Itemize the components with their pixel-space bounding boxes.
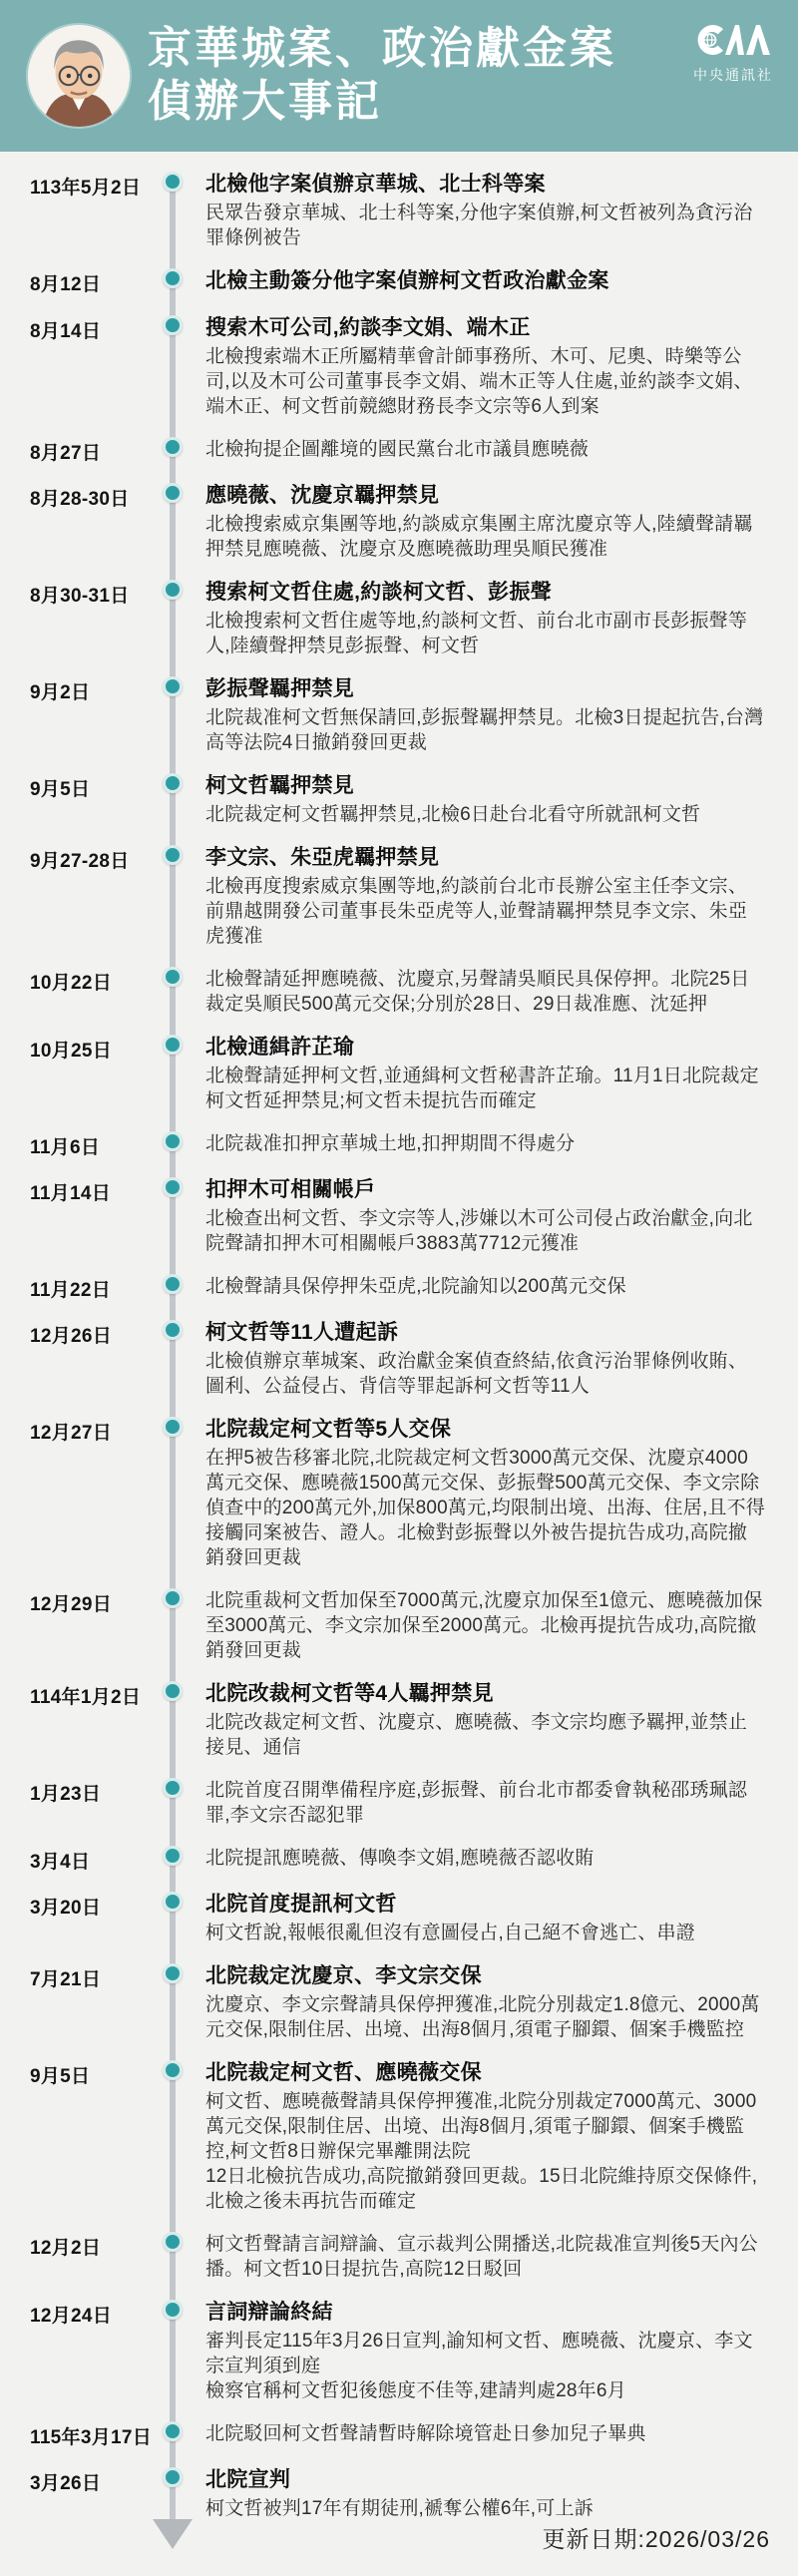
- timeline-content: [196, 315, 798, 419]
- update-date: 更新日期:2026/03/26: [542, 2526, 770, 2552]
- event-description: 北檢聲請具保停押朱亞虎,北院諭知以200萬元交保: [205, 1276, 626, 1297]
- timeline-row: [0, 483, 798, 562]
- cna-logo: [690, 22, 776, 85]
- timeline-dot-col: [150, 1417, 196, 1570]
- timeline-dot-col: [150, 2060, 196, 2214]
- event-description: 北檢搜索威京集團等地,約談威京集團主席沈慶京等人,陸續聲請羈押禁見應曉薇、沈慶京及應曉薇助理吳順民獲准: [205, 514, 753, 560]
- event-title: 北院裁定沈慶京、李文宗交保: [205, 1964, 482, 1987]
- timeline-row: [0, 1963, 798, 2042]
- timeline-content: [196, 1274, 798, 1302]
- timeline-dot-col: [150, 1681, 196, 1760]
- event-title: 言詞辯論終結: [205, 2301, 333, 2324]
- event-description: 審判長定115年3月26日宣判,諭知柯文哲、應曉薇、沈慶京、李文宗宣判須到庭: [205, 2331, 753, 2376]
- timeline-content: [196, 1320, 798, 1399]
- timeline-dot: [163, 2300, 183, 2320]
- timeline-dot: [163, 172, 183, 192]
- timeline-row: [0, 1035, 798, 1113]
- timeline-dot: [163, 268, 183, 288]
- avatar: [28, 25, 130, 127]
- timeline-dot-col: [150, 1320, 196, 1399]
- timeline-row: [0, 172, 798, 250]
- timeline-row: [0, 2060, 798, 2214]
- timeline-row: [0, 967, 798, 1017]
- page-title-line1: 京華城案、政治獻金案: [148, 24, 616, 74]
- timeline-row: [0, 1177, 798, 1256]
- event-title: 搜索木可公司,約談李文娟、端木正: [205, 316, 531, 339]
- timeline-row: [0, 2467, 798, 2521]
- event-description: 北院裁定柯文哲羈押禁見,北檢6日赴台北看守所就訊柯文哲: [205, 804, 701, 825]
- timeline-content: [196, 1417, 798, 1570]
- timeline-date: 8月12日: [30, 274, 102, 295]
- timeline-dot-col: [150, 483, 196, 562]
- timeline-dot-col: [150, 1588, 196, 1663]
- timeline-content: [196, 2060, 798, 2214]
- timeline-row: [0, 315, 798, 419]
- event-description: 北院提訊應曉薇、傳喚李文娟,應曉薇否認收賄: [205, 1848, 595, 1869]
- timeline-content: [196, 2232, 798, 2282]
- timeline-date: 8月27日: [30, 443, 102, 464]
- timeline-date: 9月5日: [30, 2066, 91, 2087]
- timeline-row: [0, 1417, 798, 1570]
- timeline-row: [0, 676, 798, 755]
- event-title: 彭振聲羈押禁見: [205, 677, 355, 700]
- timeline-row: [0, 1588, 798, 1663]
- timeline-dot-col: [150, 967, 196, 1017]
- timeline-date: 1月23日: [30, 1784, 102, 1805]
- event-title: 北院宣判: [205, 2468, 291, 2491]
- timeline-content: [196, 845, 798, 949]
- timeline-dot: [163, 1892, 183, 1912]
- timeline-date: 12月2日: [30, 2238, 102, 2259]
- timeline-date: 8月30-31日: [30, 586, 130, 607]
- event-title: 北院裁定柯文哲等5人交保: [205, 1418, 452, 1441]
- timeline-dot-col: [150, 1274, 196, 1302]
- timeline-content: [196, 483, 798, 562]
- timeline-dot: [163, 773, 183, 793]
- event-title: 應曉薇、沈慶京羈押禁見: [205, 484, 440, 507]
- timeline-dot: [163, 967, 183, 987]
- timeline-row: [0, 2421, 798, 2449]
- cna-logo-icon: [694, 22, 772, 58]
- timeline-date: 113年5月2日: [30, 178, 142, 199]
- event-description: 北院駁回柯文哲聲請暫時解除境管赴日參加兒子畢典: [205, 2423, 646, 2444]
- timeline-date: 12月26日: [30, 1326, 113, 1347]
- person-portrait-icon: [28, 25, 130, 127]
- event-description: 北院裁准柯文哲無保請回,彭振聲羈押禁見。北檢3日提起抗告,台灣高等法院4日撤銷發回更裁: [205, 707, 764, 753]
- timeline-date: 7月21日: [30, 1969, 102, 1990]
- timeline-dot: [163, 1320, 183, 1340]
- timeline-dot: [163, 1681, 183, 1701]
- event-title: 搜索柯文哲住處,約談柯文哲、彭振聲: [205, 581, 552, 604]
- timeline-dot-col: [150, 2300, 196, 2403]
- timeline-dot-col: [150, 1131, 196, 1159]
- timeline-dot: [163, 1846, 183, 1866]
- timeline-content: [196, 2300, 798, 2403]
- timeline-row: [0, 437, 798, 465]
- timeline-content: [196, 268, 798, 297]
- event-description: 北檢聲請延押應曉薇、沈慶京,另聲請吳順民具保停押。北院25日裁定吳順民500萬元交保;分別於28日、29日裁准應、沈延押: [205, 969, 750, 1015]
- timeline-content: [196, 1892, 798, 1945]
- timeline-row: [0, 1681, 798, 1760]
- event-description: 沈慶京、李文宗聲請具保停押獲准,北院分別裁定1.8億元、2000萬元交保,限制住居、出境、出海8個月,須電子腳鐶、個案手機監控: [205, 1994, 760, 2040]
- timeline-dot-col: [150, 315, 196, 419]
- timeline-dot: [163, 1274, 183, 1294]
- timeline-content: [196, 1177, 798, 1256]
- timeline-content: [196, 1681, 798, 1760]
- header: [0, 0, 798, 152]
- timeline-content: [196, 172, 798, 250]
- timeline-row: [0, 773, 798, 827]
- event-description: 北院重裁柯文哲加保至7000萬元,沈慶京加保至1億元、應曉薇加保至3000萬元、李文宗加保至2000萬元。北檢再提抗告成功,高院撤銷發回更裁: [205, 1590, 763, 1661]
- event-title: 北檢主動簽分他字案偵辦柯文哲政治獻金案: [205, 269, 609, 292]
- page-title: [148, 23, 616, 129]
- timeline-content: [196, 1035, 798, 1113]
- timeline-row: [0, 2232, 798, 2282]
- timeline-row: [0, 1778, 798, 1828]
- timeline-dot-col: [150, 1035, 196, 1113]
- timeline-date: 115年3月17日: [30, 2427, 153, 2448]
- timeline-date: 9月2日: [30, 682, 91, 703]
- timeline-dot-col: [150, 268, 196, 297]
- timeline-row: [0, 1131, 798, 1159]
- event-description: 北檢查出柯文哲、李文宗等人,涉嫌以木可公司侵占政治獻金,向北院聲請扣押木可相關帳戶3883萬7712元獲准: [205, 1208, 753, 1254]
- timeline-dot: [163, 1963, 183, 1983]
- timeline-date: 3月20日: [30, 1898, 102, 1919]
- timeline-dot: [163, 676, 183, 696]
- timeline-content: [196, 1963, 798, 2042]
- timeline-dot-col: [150, 1963, 196, 2042]
- event-title: 北院改裁柯文哲等4人羈押禁見: [205, 1682, 494, 1705]
- event-description: 民眾告發京華城、北士科等案,分他字案偵辦,柯文哲被列為貪污治罪條例被告: [205, 203, 753, 248]
- timeline-row: [0, 1320, 798, 1399]
- timeline-dot: [163, 845, 183, 865]
- timeline-row: [0, 268, 798, 297]
- timeline-date: 3月4日: [30, 1852, 91, 1873]
- timeline-dot: [163, 1177, 183, 1197]
- timeline-row: [0, 1274, 798, 1302]
- timeline-dot: [163, 580, 183, 600]
- event-description: 檢察官稱柯文哲犯後態度不佳等,建請判處28年6月: [205, 2380, 626, 2401]
- timeline-date: 114年1月2日: [30, 1687, 142, 1708]
- timeline-dot: [163, 2060, 183, 2080]
- event-title: 扣押木可相關帳戶: [205, 1178, 376, 1201]
- timeline-dot: [163, 437, 183, 457]
- arrow-down-icon: [153, 2519, 193, 2549]
- timeline-content: [196, 1846, 798, 1874]
- timeline-content: [196, 437, 798, 465]
- timeline-dot-col: [150, 1846, 196, 1874]
- timeline-content: [196, 1778, 798, 1828]
- event-description: 北檢聲請延押柯文哲,並通緝柯文哲秘書許芷瑜。11月1日北院裁定柯文哲延押禁見;柯文哲未提抗告而確定: [205, 1066, 759, 1111]
- event-description: 北檢偵辦京華城案、政治獻金案偵查終結,依貪污治罪條例收賄、圖利、公益侵占、背信等罪起訴柯文哲等11人: [205, 1351, 748, 1397]
- timeline: [0, 152, 798, 2521]
- event-description: 北檢搜索端木正所屬精華會計師事務所、木可、尼奧、時樂等公司,以及木可公司董事長李文娟、端木正等人住處,並約談李文娟、端木正、柯文哲前競總財務長李文宗等6人到案: [205, 346, 753, 417]
- timeline-row: [0, 2300, 798, 2403]
- timeline-row: [0, 845, 798, 949]
- timeline-dot-col: [150, 172, 196, 250]
- timeline-content: [196, 2421, 798, 2449]
- timeline-date: 12月27日: [30, 1423, 113, 1444]
- timeline-content: [196, 1131, 798, 1159]
- timeline-date: 11月22日: [30, 1280, 112, 1301]
- timeline-date: 9月27-28日: [30, 851, 130, 872]
- event-description: 在押5被告移審北院,北院裁定柯文哲3000萬元交保、沈慶京4000萬元交保、應曉薇1500萬元交保、彭振聲500萬元交保、李文宗除偵查中的200萬元外,加保800萬元,均限制出境、出海、住居,且不得接觸同案被告、證人。北檢對彭振聲以外被告提抗告成功,高院撤銷發回更裁: [205, 1448, 766, 1568]
- timeline-dot-col: [150, 1892, 196, 1945]
- timeline-dot: [163, 1588, 183, 1608]
- event-description: 柯文哲、應曉薇聲請具保停押獲准,北院分別裁定7000萬元、3000萬元交保,限制住居、出境、出海8個月,須電子腳鐶、個案手機監控,柯文哲8日辦保完畢離開法院: [205, 2091, 757, 2162]
- event-title: 北院首度提訊柯文哲: [205, 1893, 397, 1916]
- timeline-row: [0, 1892, 798, 1945]
- event-description: 北檢拘提企圖離境的國民黨台北市議員應曉薇: [205, 439, 590, 460]
- event-title: 北檢他字案偵辦京華城、北士科等案: [205, 173, 546, 196]
- event-title: 柯文哲羈押禁見: [205, 774, 355, 797]
- event-description: 北檢再度搜索威京集團等地,約談前台北市長辦公室主任李文宗、前鼎越開發公司董事長朱亞虎等人,並聲請羈押禁見李文宗、朱亞虎獲准: [205, 876, 748, 947]
- event-title: 北檢通緝許芷瑜: [205, 1036, 355, 1059]
- event-description: 北院首度召開準備程序庭,彭振聲、前台北市都委會執秘邵琇珮認罪,李文宗否認犯罪: [205, 1780, 748, 1826]
- timeline-date: 9月5日: [30, 779, 91, 800]
- timeline-content: [196, 676, 798, 755]
- timeline-date: 10月22日: [30, 973, 113, 994]
- timeline-dot-col: [150, 845, 196, 949]
- timeline-date: 11月14日: [30, 1183, 112, 1204]
- timeline-date: 10月25日: [30, 1041, 113, 1062]
- timeline-date: 8月14日: [30, 321, 102, 342]
- timeline-content: [196, 2467, 798, 2521]
- event-description: 北檢搜索柯文哲住處等地,約談柯文哲、前台北市副市長彭振聲等人,陸續聲押禁見彭振聲、柯文哲: [205, 611, 748, 656]
- timeline-date: 11月6日: [30, 1137, 101, 1158]
- timeline-dot-col: [150, 676, 196, 755]
- timeline-date: 3月26日: [30, 2473, 102, 2494]
- event-description: 12日北檢抗告成功,高院撤銷發回更裁。15日北院維持原交保條件,北檢之後未再抗告而確定: [205, 2166, 758, 2212]
- timeline-content: [196, 580, 798, 658]
- timeline-rows: [0, 172, 798, 2521]
- event-title: 柯文哲等11人遭起訴: [205, 1321, 399, 1344]
- timeline-dot: [163, 483, 183, 503]
- timeline-dot: [163, 2232, 183, 2252]
- timeline-content: [196, 773, 798, 827]
- event-description: 柯文哲被判17年有期徒刑,褫奪公權6年,可上訴: [205, 2498, 594, 2519]
- event-description: 北院改裁定柯文哲、沈慶京、應曉薇、李文宗均應予羈押,並禁止接見、通信: [205, 1712, 748, 1758]
- cna-logo-text: 中央通訊社: [693, 67, 773, 83]
- timeline-dot: [163, 1778, 183, 1798]
- timeline-date: 8月28-30日: [30, 489, 130, 510]
- timeline-dot: [163, 315, 183, 335]
- timeline-dot-col: [150, 2467, 196, 2521]
- timeline-dot-col: [150, 1177, 196, 1256]
- timeline-dot-col: [150, 580, 196, 658]
- timeline-content: [196, 1588, 798, 1663]
- timeline-dot-col: [150, 2421, 196, 2449]
- timeline-dot-col: [150, 2232, 196, 2282]
- timeline-dot-col: [150, 773, 196, 827]
- timeline-dot: [163, 2421, 183, 2441]
- timeline-date: 12月24日: [30, 2306, 113, 2327]
- timeline-dot: [163, 2467, 183, 2487]
- event-title: 北院裁定柯文哲、應曉薇交保: [205, 2061, 482, 2084]
- timeline-row: [0, 580, 798, 658]
- timeline-row: [0, 1846, 798, 1874]
- page-title-line2: 偵辦大事記: [148, 77, 382, 126]
- timeline-dot: [163, 1035, 183, 1055]
- timeline-content: [196, 967, 798, 1017]
- event-description: 北院裁准扣押京華城土地,扣押期間不得處分: [205, 1133, 576, 1154]
- timeline-dot-col: [150, 1778, 196, 1828]
- event-description: 柯文哲聲請言詞辯論、宣示裁判公開播送,北院裁准宣判後5天內公播。柯文哲10日提抗告,高院12日駁回: [205, 2234, 758, 2280]
- timeline-dot-col: [150, 437, 196, 465]
- event-description: 柯文哲說,報帳很亂但沒有意圖侵占,自己絕不會逃亡、串證: [205, 1923, 695, 1943]
- timeline-dot: [163, 1417, 183, 1437]
- event-title: 李文宗、朱亞虎羈押禁見: [205, 846, 440, 869]
- timeline-date: 12月29日: [30, 1594, 113, 1615]
- timeline-dot: [163, 1131, 183, 1151]
